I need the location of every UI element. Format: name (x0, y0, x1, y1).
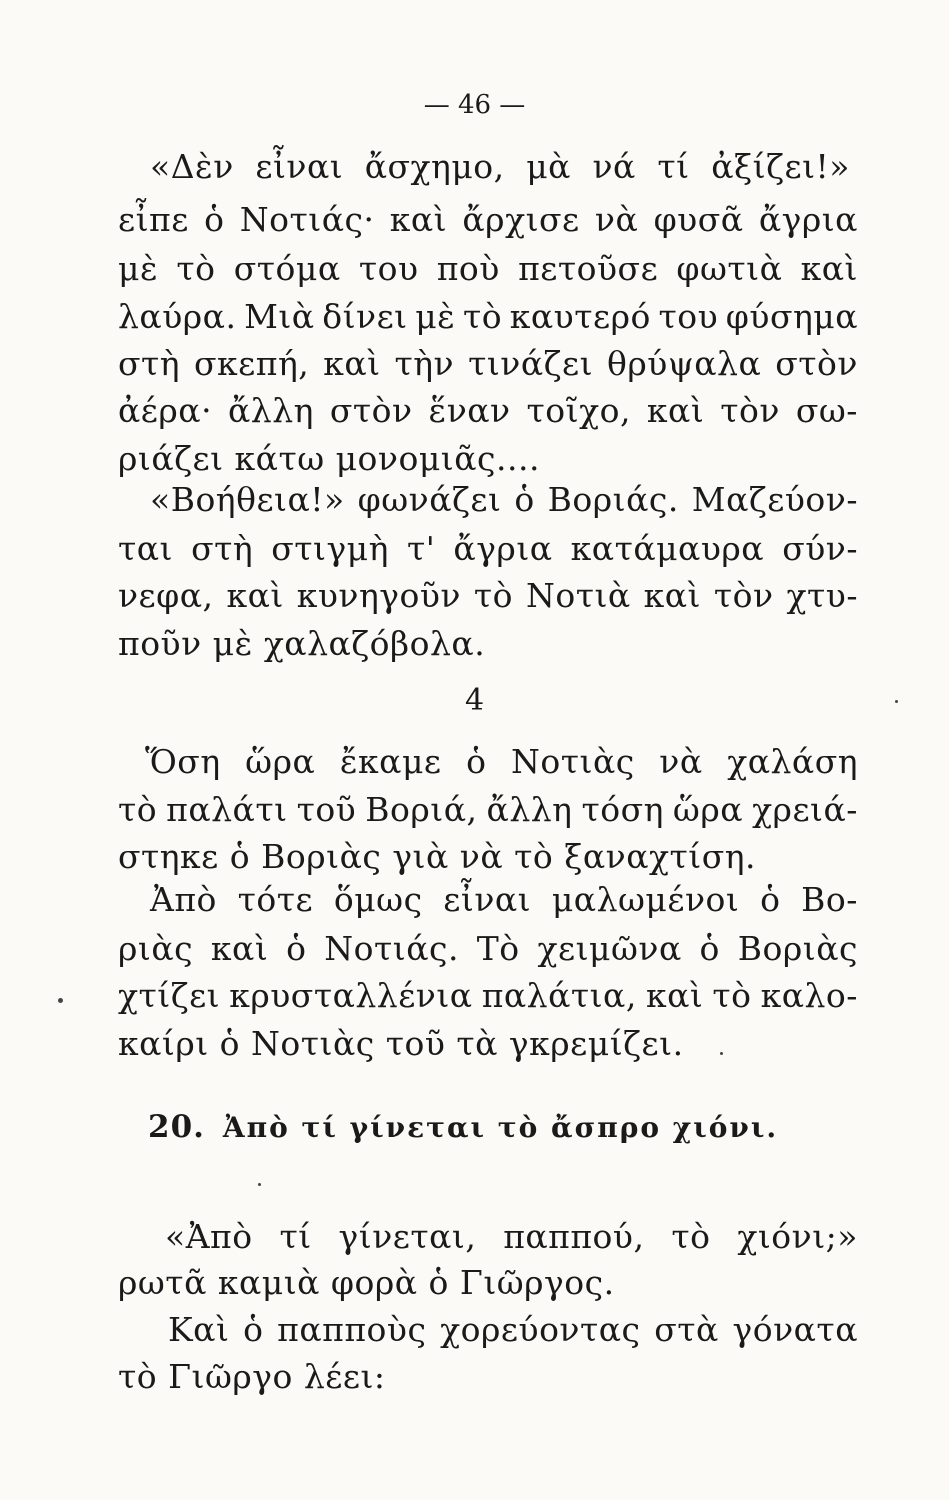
text-line: χτίζει κρυσταλλένια παλάτια, καὶ τὸ καλο- (118, 976, 858, 1015)
section-number: 4 (464, 683, 485, 718)
text-line: εἶπε ὁ Νοτιάς· καὶ ἄρχισε νὰ φυσᾶ ἄγρια (118, 200, 858, 239)
heading-title: Ἀπὸ τί γίνεται τὸ ἄσπρο χιόνι. (222, 1111, 779, 1144)
text-line: «Βοήθεια!» φωνάζει ὁ Βοριάς. Μαζεύον- (150, 480, 858, 519)
text-line: τὸ Γιῶργο λέει: (118, 1357, 386, 1396)
text-line: νεφα, καὶ κυνηγοῦν τὸ Νοτιὰ καὶ τὸν χτυ- (118, 576, 858, 615)
text-line: Καὶ ὁ παπποὺς χορεύοντας στὰ γόνατα (168, 1310, 858, 1349)
text-line: ριὰς καὶ ὁ Νοτιάς. Τὸ χειμῶνα ὁ Βοριὰς (118, 929, 858, 968)
text-line: τὸ παλάτι τοῦ Βοριά, ἄλλη τόση ὥρα χρειά- (118, 790, 858, 829)
text-line: Ἀπὸ τότε ὅμως εἶναι μαλωμένοι ὁ Βο- (150, 880, 858, 919)
section-heading (148, 1109, 779, 1145)
text-line: ποῦν μὲ χαλαζόβολα. (118, 624, 486, 663)
print-speck (895, 700, 898, 703)
text-line: στὴ σκεπή, καὶ τὴν τινάζει θρύψαλα στὸν (118, 344, 858, 383)
text-line: Ὅση ὥρα ἔκαμε ὁ Νοτιὰς νὰ χαλάση (145, 742, 858, 781)
heading-number: 20. (148, 1109, 205, 1145)
text-line: καίρι ὁ Νοτιὰς τοῦ τὰ γκρεμίζει. (118, 1024, 684, 1063)
text-line: ἀέρα· ἄλλη στὸν ἕναν τοῖχο, καὶ τὸν σω- (118, 391, 858, 430)
text-line: λαύρα. Μιὰ δίνει μὲ τὸ καυτερό του φύσημα (118, 297, 858, 336)
text-line: «Δὲν εἶναι ἄσχημο, μὰ νά τί ἀξίζει!» (150, 147, 850, 186)
text-line: ρωτᾶ καμιὰ φορὰ ὁ Γιῶργος. (118, 1263, 615, 1302)
print-speck (720, 1052, 723, 1055)
print-speck (258, 1183, 261, 1186)
text-line: ται στὴ στιγμὴ τ' ἄγρια κατάμαυρα σύν- (118, 529, 858, 568)
page-number: — 46 — (423, 90, 526, 120)
text-line: ριάζει κάτω μονομιᾶς.... (118, 439, 540, 478)
text-line: στηκε ὁ Βοριὰς γιὰ νὰ τὸ ξαναχτίση. (118, 837, 757, 876)
text-line: «Ἀπὸ τί γίνεται, παππού, τὸ χιόνι;» (165, 1217, 858, 1256)
print-speck (58, 998, 63, 1003)
text-line: μὲ τὸ στόμα του ποὺ πετοῦσε φωτιὰ καὶ (118, 249, 858, 288)
